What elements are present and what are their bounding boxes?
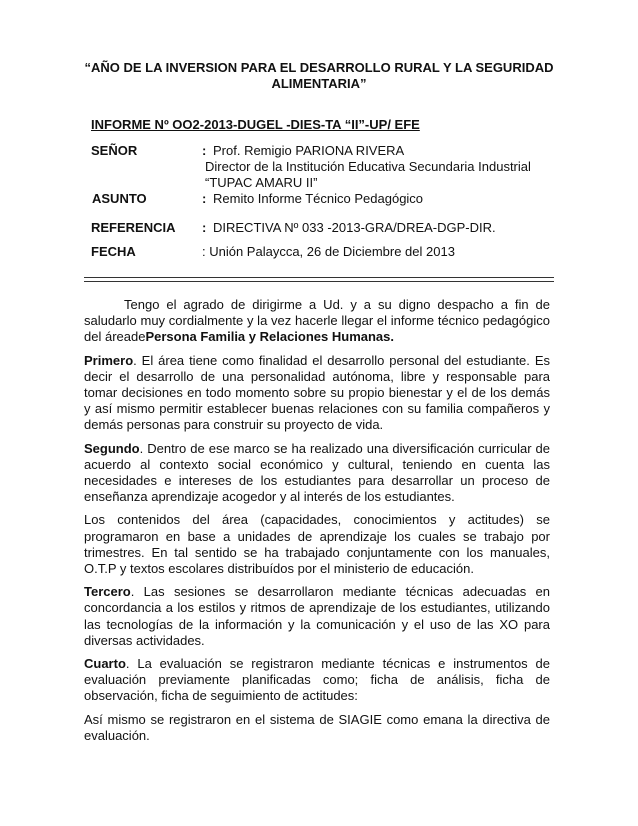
separator-line-top [84, 277, 554, 278]
tercero-text: . Las sesiones se desarrollaron mediante técnicas adecuadas en concordancia a los estilos y ritmos de aprendizaje de los estudiantes, utilizando las tecnologías de la información y la comunicación y el uso de las XO para diversas actividades. [84, 584, 550, 648]
area-name: Persona Familia y Relaciones Humanas. [145, 329, 395, 345]
asunto-colon: : [202, 191, 207, 206]
intro-text: Tengo el agrado de dirigirme a Ud. y a su digno despacho a fin de saludarlo muy cordialmente y la vez hacerle llegar el informe técnico pedagógico del áreade [84, 297, 550, 345]
asunto-label: ASUNTO [92, 191, 147, 206]
senor-name: Prof. Remigio PARIONA RIVERA [213, 143, 405, 158]
tercero-label: Tercero [84, 584, 131, 600]
fecha-value: : Unión Palaycca, 26 de Diciembre del 2013 [202, 244, 455, 259]
asunto-value: Remito Informe Técnico Pedagógico [213, 191, 424, 206]
cuarto-text: . La evaluación se registraron mediante técnicas e instrumentos de evaluación previamente planificadas como; ficha de análisis, ficha de observación, ficha de seguimiento de actitudes: [84, 656, 550, 704]
senor-position: Director de la Institución Educativa Secundaria Industrial [205, 159, 531, 174]
senor-colon: : [202, 143, 207, 158]
senor-value [205, 143, 573, 191]
segundo-text: . Dentro de ese marco se ha realizado una diversificación curricular de acuerdo al contexto social económico y cultural, teniendo en cuenta las necesidades e intereses de los estudiantes para desarrollar un proceso de enseñanza aprendizaje acogedor y al interés de los estudiantes. [84, 440, 550, 505]
report-number: INFORME Nº OO2-2013-DUGEL -DIES-TA “II”-UP/ EFE [91, 117, 420, 132]
referencia-label: REFERENCIA [91, 220, 176, 235]
referencia-value: DIRECTIVA Nº 033 -2013-GRA/DREA-DGP-DIR. [213, 220, 496, 235]
document-title: “AÑO DE LA INVERSION PARA EL DESARROLLO RURAL Y LA SEGURIDAD ALIMENTARIA” [84, 60, 554, 91]
paragraph-primero [84, 353, 550, 434]
paragraph-segundo [84, 441, 550, 506]
segundo-label: Segundo [84, 440, 140, 456]
document-body [84, 297, 550, 751]
cuarto-label: Cuarto [84, 656, 126, 672]
senor-institution: “TUPAC AMARU II” [205, 175, 318, 190]
referencia-colon: : [202, 220, 207, 235]
paragraph-tercero [84, 584, 550, 649]
primero-label: Primero [84, 352, 134, 368]
senor-label: SEÑOR [91, 143, 138, 158]
paragraph-contenidos: Los contenidos del área (capacidades, conocimientos y actitudes) se programaron en base a unidades de aprendizaje los cuales se trabajo por trimestres. En tal sentido se ha trabajado conjuntamente con los manuales, O.T.P y textos escolares distribuídos por el ministerio de educación. [84, 512, 550, 577]
fecha-label: FECHA [91, 244, 136, 259]
separator-line-bottom [84, 281, 554, 282]
intro-paragraph [84, 297, 550, 346]
primero-text: . El área tiene como finalidad el desarrollo personal del estudiante. Es decir el desarrollo de una personalidad autónoma, libre y responsable para tomar decisiones en todo momento sobre su propio bienestar y el de los demás y así mismo permitir establecer buenas relaciones con su familia compañeros y demás personas para construir su proyecto de vida. [84, 352, 550, 433]
paragraph-siagie: Así mismo se registraron en el sistema de SIAGIE como emana la directiva de evaluación. [84, 711, 550, 743]
paragraph-cuarto [84, 656, 550, 705]
